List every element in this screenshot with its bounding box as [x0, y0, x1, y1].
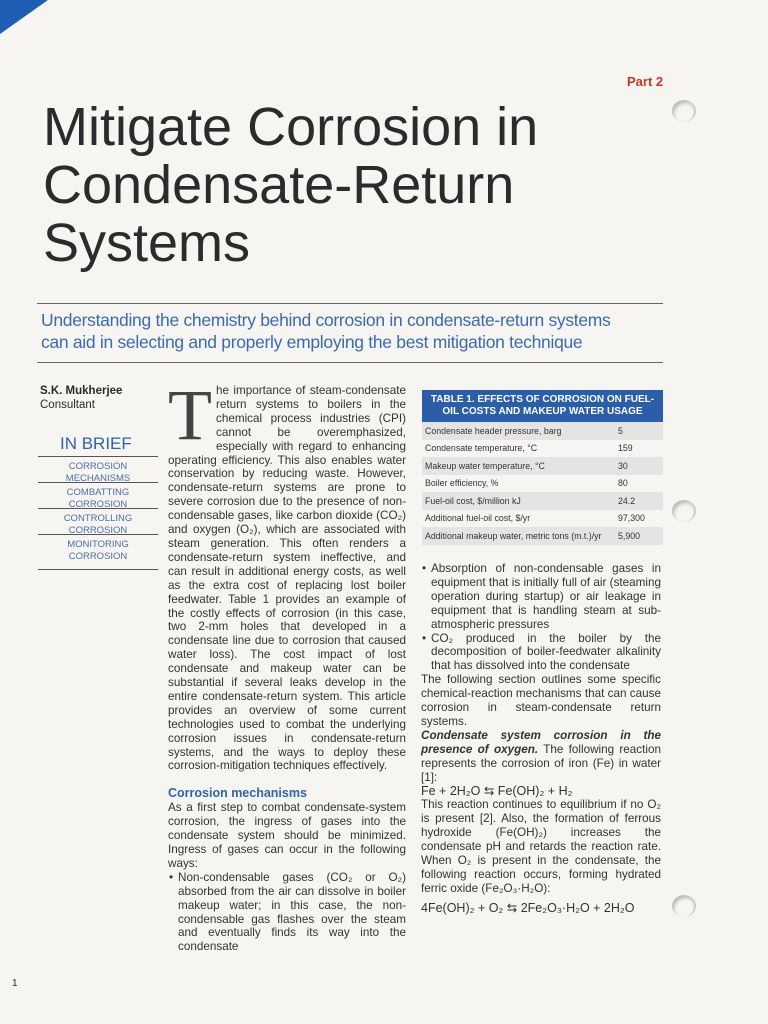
list-item: • CO₂ produced in the boiler by the decomposition of boiler-feedwater alkalinity that has dissolved into the condensate — [431, 632, 661, 674]
page-number: 1 — [12, 978, 18, 989]
table-row: Condensate temperature, °C 159 — [425, 443, 633, 454]
table-row: Condensate header pressure, barg 5 — [422, 422, 663, 440]
binder-hole-icon — [672, 100, 696, 122]
intro-paragraph: The importance of steam-condensate return systems to boilers in the chemical process industries (CPI) cannot be overemphasized, especially with regard to enhancing operating efficiency. This also enables water conservation by reducing waste. However, condensate-return systems are prone to severe corrosion due to the presence of non-condensable gases, like carbon dioxide (CO₂) and oxygen (O₂), which are associated with steam generation. This often renders a condensate-return system ineffective, and can result in additional energy costs, as well as the extra cost of replacing lost boiler feedwater. Table 1 provides an example of the costly effects of corrosion (in this case, two 2-mm holes that developed in a condensate line due to corrosion that caused water loss). The cost impact of lost condensate and makeup water can be substantial if several leaks develop in the entire condensate-return system. This article provides an overview of some current technologies used to combat the underlying corrosion issues in condensate-return systems, and the ways to deploy these corrosion-mitigation techniques effectively. — [168, 375, 406, 773]
table-row: Additional fuel-oil cost, $/yr 97,300 — [425, 513, 645, 524]
body-paragraph: The following section outlines some specific chemical-reaction mechanisms that can cause corrosion in steam-condensate return systems. — [421, 673, 661, 728]
divider — [37, 362, 663, 363]
in-brief-item: COMBATTING CORROSION — [38, 482, 158, 508]
bullet-list — [168, 871, 406, 954]
bullet-list — [421, 562, 661, 673]
part-label: Part 2 — [627, 74, 664, 89]
equation: 4Fe(OH)₂ + O₂ ⇆ 2Fe₂O₃·H₂O + 2H₂O — [421, 900, 635, 915]
page-title: Mitigate Corrosion in Condensate-Return Systems — [43, 97, 539, 273]
in-brief-title: IN BRIEF — [60, 434, 132, 453]
table-row: Fuel-oil cost, $/million kJ 24.2 — [422, 492, 663, 510]
list-item: • Non-condensable gases (CO₂ or O₂) absorbed from the air can dissolve in boiler makeup water; in this case, the non-condensable gas flashes over the steam and eventually finds its way into the condensate — [178, 871, 406, 954]
deck: Understanding the chemistry behind corrosion in condensate-return systems can aid in selecting and properly employing the best mitigation technique — [41, 310, 611, 352]
body-column-2 — [421, 562, 661, 916]
table-1 — [422, 390, 663, 545]
list-item: • Absorption of non-condensable gases in equipment that is initially full of air (steaming operation during startup) or air leakage in equipment that is handling steam at sub-atmospheric pressures — [431, 562, 661, 632]
body-paragraph: This reaction continues to equilibrium if no O₂ is present [2]. Also, the formation of ferrous hydroxide (Fe(OH)₂) increases the condensate pH and retards the reaction rate. When O₂ is present in the condensate, the following reaction occurs, forming hydrated ferric oxide (Fe₂O₃·H₂O): — [421, 798, 661, 895]
body-paragraph: As a first step to combat condensate-system corrosion, the ingress of gases into the condensate system should be minimized. Ingress of gases can occur in the following ways: — [168, 801, 406, 870]
divider — [37, 303, 663, 304]
binder-hole-icon — [672, 500, 696, 522]
in-brief-item: CORROSION MECHANISMS — [38, 456, 158, 482]
author-name: S.K. Mukherjee — [40, 385, 123, 397]
drop-cap: T — [168, 375, 212, 455]
author-role: Consultant — [40, 399, 95, 411]
table-title: TABLE 1. EFFECTS OF CORROSION ON FUEL-OIL COSTS AND MAKEUP WATER USAGE — [422, 390, 663, 422]
author-block — [40, 384, 122, 412]
equation: Fe + 2H₂O ⇆ Fe(OH)₂ + H₂ — [421, 783, 573, 798]
in-brief-item: MONITORING CORROSION — [38, 534, 158, 570]
run-in-heading: Condensate system corrosion in the presence of oxygen. — [421, 728, 661, 756]
body-column-1 — [168, 375, 406, 954]
body-paragraph: Condensate system corrosion in the presence of oxygen. The following reaction represents the corrosion of iron (Fe) in water [1]: — [421, 728, 661, 784]
in-brief-list — [38, 456, 158, 570]
binder-hole-icon — [672, 895, 696, 917]
table-row: Boiler efficiency, % 80 — [425, 478, 628, 489]
section-heading: Corrosion mechanisms — [168, 786, 307, 801]
data-table — [422, 422, 663, 545]
in-brief-item: CONTROLLING CORROSION — [38, 508, 158, 534]
table-row: Makeup water temperature, °C 30 — [422, 457, 663, 475]
corner-triangle — [0, 0, 48, 34]
table-row: Additional makeup water, metric tons (m.t.)/yr 5,900 — [422, 527, 663, 545]
